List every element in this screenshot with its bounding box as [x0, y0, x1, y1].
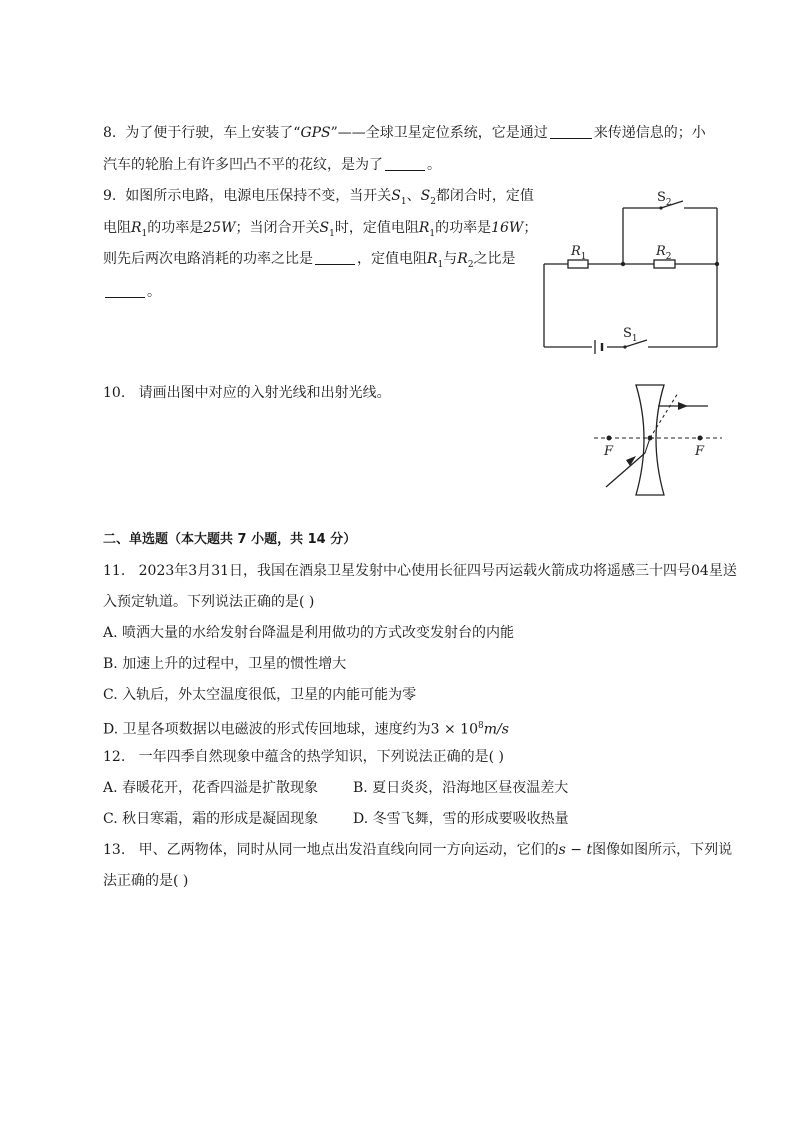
- q11-text: 3: [188, 563, 198, 579]
- q8-line-1: [103, 123, 706, 143]
- q9-line-3: [103, 249, 516, 275]
- q9-s1-sub: 1: [400, 196, 407, 207]
- q8-number: 8.: [103, 125, 117, 141]
- q11-option-d-text: D. 卫星各项数据以电磁波的形式传回地球，速度约为: [103, 721, 431, 738]
- q8-text-c: 来传递信息的；小: [593, 125, 706, 141]
- q9-s1: S: [319, 220, 330, 236]
- q9-text: 的功率是: [435, 220, 492, 236]
- q11-text: 2023: [138, 563, 175, 579]
- q9-text: 。: [147, 284, 161, 300]
- q11-text: 星送: [708, 563, 737, 579]
- q8-text-e: 。: [427, 157, 441, 173]
- q8-line-2: [103, 155, 441, 175]
- q9-r1-sub: 1: [141, 228, 148, 239]
- q9-line-2: [103, 218, 537, 244]
- q11-text: 31: [211, 563, 230, 579]
- q12-stem: [103, 747, 504, 767]
- q12-option-d[interactable]: D. 冬雪飞舞，雪的形成要吸收热量: [353, 811, 569, 827]
- q11-text: 日，我国在酒泉卫星发射中心使用长征四号丙运载火箭成功将遥感三十四号: [229, 563, 692, 579]
- q9-sep: 、: [406, 188, 421, 204]
- q9-r1-sub: 1: [429, 228, 436, 239]
- q11-text: 年: [174, 563, 189, 579]
- s2-label: $S_2$: [657, 190, 672, 208]
- focus-label-right: F: [695, 444, 705, 459]
- q13-text: 图像如图所示，下列说: [592, 842, 733, 858]
- q13-number: 13.: [103, 842, 126, 858]
- q9-s2-sub: 2: [430, 196, 436, 207]
- q11-number: 11.: [103, 563, 126, 579]
- q9-line-4: [103, 282, 161, 302]
- q8-text-b: ”——全球卫星定位系统，它是通过: [330, 125, 548, 141]
- q11-line-2: 入预定轨道。下列说法正确的是( ): [103, 594, 315, 610]
- q9-text: 则先后两次电路消耗的功率之比是: [103, 251, 313, 267]
- q10-number: 10.: [103, 385, 126, 401]
- q9-r1: R: [418, 220, 430, 236]
- q10-text: 请画出图中对应的入射光线和出射光线。: [138, 385, 391, 401]
- q11-line-1: [103, 561, 737, 581]
- section-2-title: 二、单选题（本大题共 7 小题，共 14 分）: [103, 532, 357, 547]
- q9-text: ；当闭合开关: [235, 220, 320, 236]
- q9-text: ；: [523, 220, 538, 236]
- q9-blank-2[interactable]: [105, 283, 145, 298]
- q9-text: 都闭合时，定值: [435, 188, 534, 204]
- q9-text: 之比是: [473, 251, 516, 267]
- q9-r2: R: [457, 251, 468, 267]
- q13-line-2: 法正确的是( ): [103, 873, 189, 889]
- q9-blank-1[interactable]: [315, 250, 355, 265]
- q10-line: [103, 383, 391, 403]
- q12-number: 12.: [103, 749, 126, 765]
- q12-option-b[interactable]: B. 夏日炎炎，沿海地区昼夜温差大: [353, 780, 569, 796]
- q9-r1-sub: 1: [437, 259, 444, 270]
- q9-r1: R: [131, 220, 142, 236]
- q9-text: ，定值电阻: [357, 251, 427, 267]
- q11-text: 04: [691, 563, 709, 579]
- q8-text-d: 汽车的轮胎上有许多凹凸不平的花纹，是为了: [103, 157, 383, 173]
- q9-s1-sub: 1: [329, 228, 335, 239]
- q13-st: s − t: [558, 842, 593, 858]
- q11-speed-value: 3 × 10: [430, 721, 478, 738]
- q9-text: 如图所示电路，电源电压保持不变，当开关: [125, 188, 392, 204]
- focus-label-left: F: [604, 444, 614, 459]
- s1-label: $S_1$: [623, 326, 638, 344]
- q13-text: 甲、乙两物体，同时从同一地点出发沿直线向同一方向运动，它们的: [138, 842, 559, 858]
- q9-text: 时，定值电阻: [334, 220, 419, 236]
- q9-power-1: 25W: [203, 220, 236, 236]
- q12-option-c[interactable]: C. 秋日寒霜，霜的形成是凝固现象: [103, 811, 319, 827]
- q9-text: 与: [443, 251, 458, 267]
- q11-option-a[interactable]: A. 喷洒大量的水给发射台降温是利用做功的方式改变发射台的内能: [103, 625, 515, 641]
- q11-option-b[interactable]: B. 加速上升的过程中，卫星的惯性增大: [103, 656, 347, 672]
- circuit-diagram: [535, 180, 730, 355]
- q11-speed-exp: 8: [477, 721, 484, 731]
- q8-blank-1[interactable]: [550, 124, 592, 139]
- q9-text: 电阻: [103, 220, 131, 236]
- q8-gps: GPS: [300, 125, 331, 141]
- q9-power-2: 16W: [491, 220, 524, 236]
- concave-lens-diagram: [588, 378, 728, 503]
- q12-text: 一年四季自然现象中蕴含的热学知识，下列说法正确的是( ): [138, 749, 504, 765]
- q9-text: 的功率是: [147, 220, 204, 236]
- q9-s1: S: [391, 188, 401, 204]
- q11-text: 月: [197, 563, 212, 579]
- q8-text-a: 为了便于行驶，车上安装了“: [125, 125, 301, 141]
- r2-label: $R_2$: [656, 244, 672, 262]
- q9-r1: R: [427, 251, 438, 267]
- q9-number: 9.: [103, 188, 117, 204]
- q9-r2-sub: 2: [467, 259, 474, 270]
- q11-option-d[interactable]: [103, 716, 509, 740]
- q12-option-a[interactable]: A. 春暖花开，花香四溢是扩散现象: [103, 780, 319, 796]
- q11-speed-unit: m/s: [483, 721, 509, 738]
- q8-blank-2[interactable]: [385, 156, 425, 171]
- q13-line-1: [103, 840, 732, 860]
- q9-s2: S: [420, 188, 431, 204]
- r1-label: $R_1$: [571, 244, 587, 262]
- q11-option-c[interactable]: C. 入轨后，外太空温度很低，卫星的内能可能为零: [103, 687, 417, 703]
- q9-line-1: [103, 186, 534, 212]
